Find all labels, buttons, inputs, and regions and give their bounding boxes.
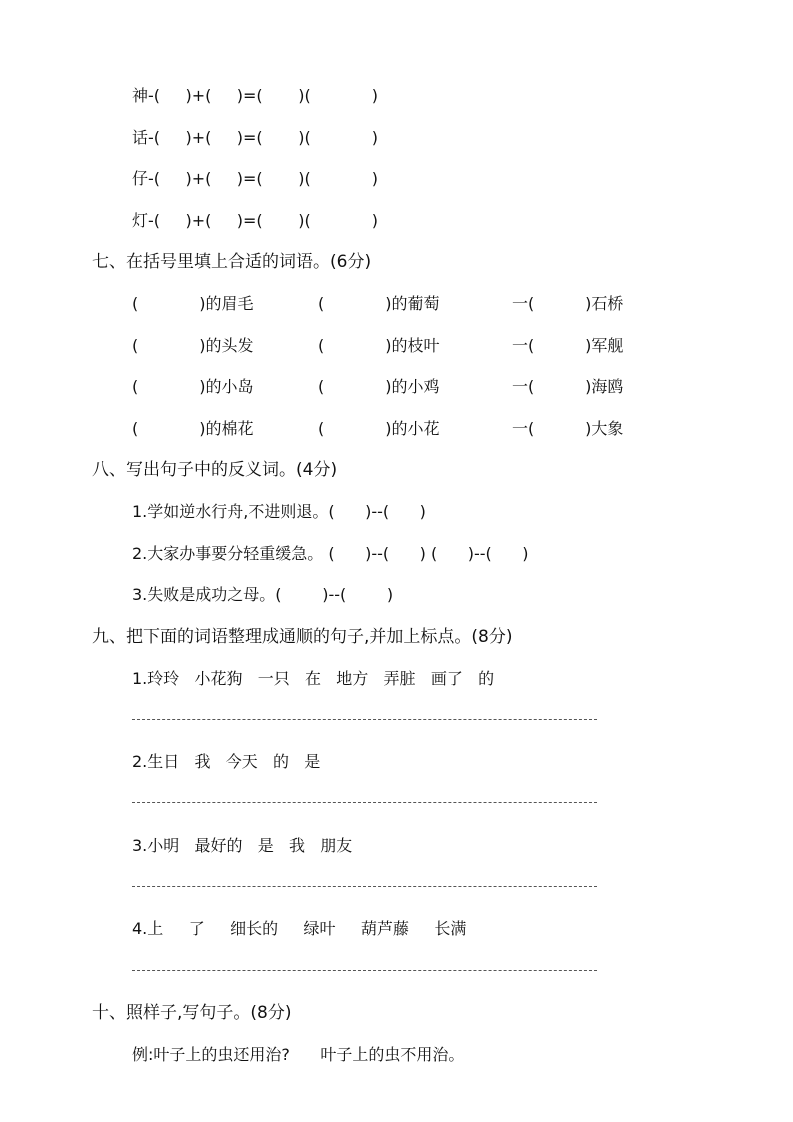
word-order-item: 3.小明 最好的 是 我 朋友 [132, 836, 353, 855]
fill-blank-item: ( )的头发 [132, 336, 254, 355]
fill-blank-item: ( )的小鸡 [318, 377, 440, 396]
answer-line [132, 970, 597, 971]
antonym-item: 1.学如逆水行舟,不进则退。( )--( ) [132, 502, 426, 521]
word-formula-row: 灯-( )+( )=( )( ) [132, 211, 379, 230]
antonym-item: 3.失败是成功之母。( )--( ) [132, 585, 394, 604]
fill-blank-item: ( )的小花 [318, 419, 440, 438]
fill-blank-item: 一( )石桥 [512, 294, 624, 313]
fill-blank-item: 一( )大象 [512, 419, 624, 438]
fill-blank-item: ( )的棉花 [132, 419, 254, 438]
fill-blank-item: ( )的枝叶 [318, 336, 440, 355]
fill-blank-item: 一( )海鸥 [512, 377, 624, 396]
section-7-title: 七、在括号里填上合适的词语。(6分) [92, 252, 372, 272]
word-formula-row: 话-( )+( )=( )( ) [132, 128, 379, 147]
answer-line [132, 719, 597, 720]
word-order-item: 1.玲玲 小花狗 一只 在 地方 弄脏 画了 的 [132, 669, 495, 688]
word-order-item: 4.上 了 细长的 绿叶 葫芦藤 长满 [132, 919, 467, 938]
word-formula-row: 神-( )+( )=( )( ) [132, 86, 379, 105]
fill-blank-item: 一( )军舰 [512, 336, 624, 355]
answer-line [132, 886, 597, 887]
example-sentence: 例:叶子上的虫还用治? 叶子上的虫不用治。 [132, 1045, 465, 1064]
section-8-title: 八、写出句子中的反义词。(4分) [92, 460, 338, 480]
fill-blank-item: ( )的眉毛 [132, 294, 254, 313]
word-order-item: 2.生日 我 今天 的 是 [132, 752, 321, 771]
fill-blank-item: ( )的葡萄 [318, 294, 440, 313]
antonym-item: 2.大家办事要分轻重缓急。 ( )--( ) ( )--( ) [132, 544, 529, 563]
answer-line [132, 802, 597, 803]
fill-blank-item: ( )的小岛 [132, 377, 254, 396]
section-9-title: 九、把下面的词语整理成通顺的句子,并加上标点。(8分) [92, 627, 513, 647]
section-10-title: 十、照样子,写句子。(8分) [92, 1003, 292, 1023]
word-formula-row: 仔-( )+( )=( )( ) [132, 169, 379, 188]
